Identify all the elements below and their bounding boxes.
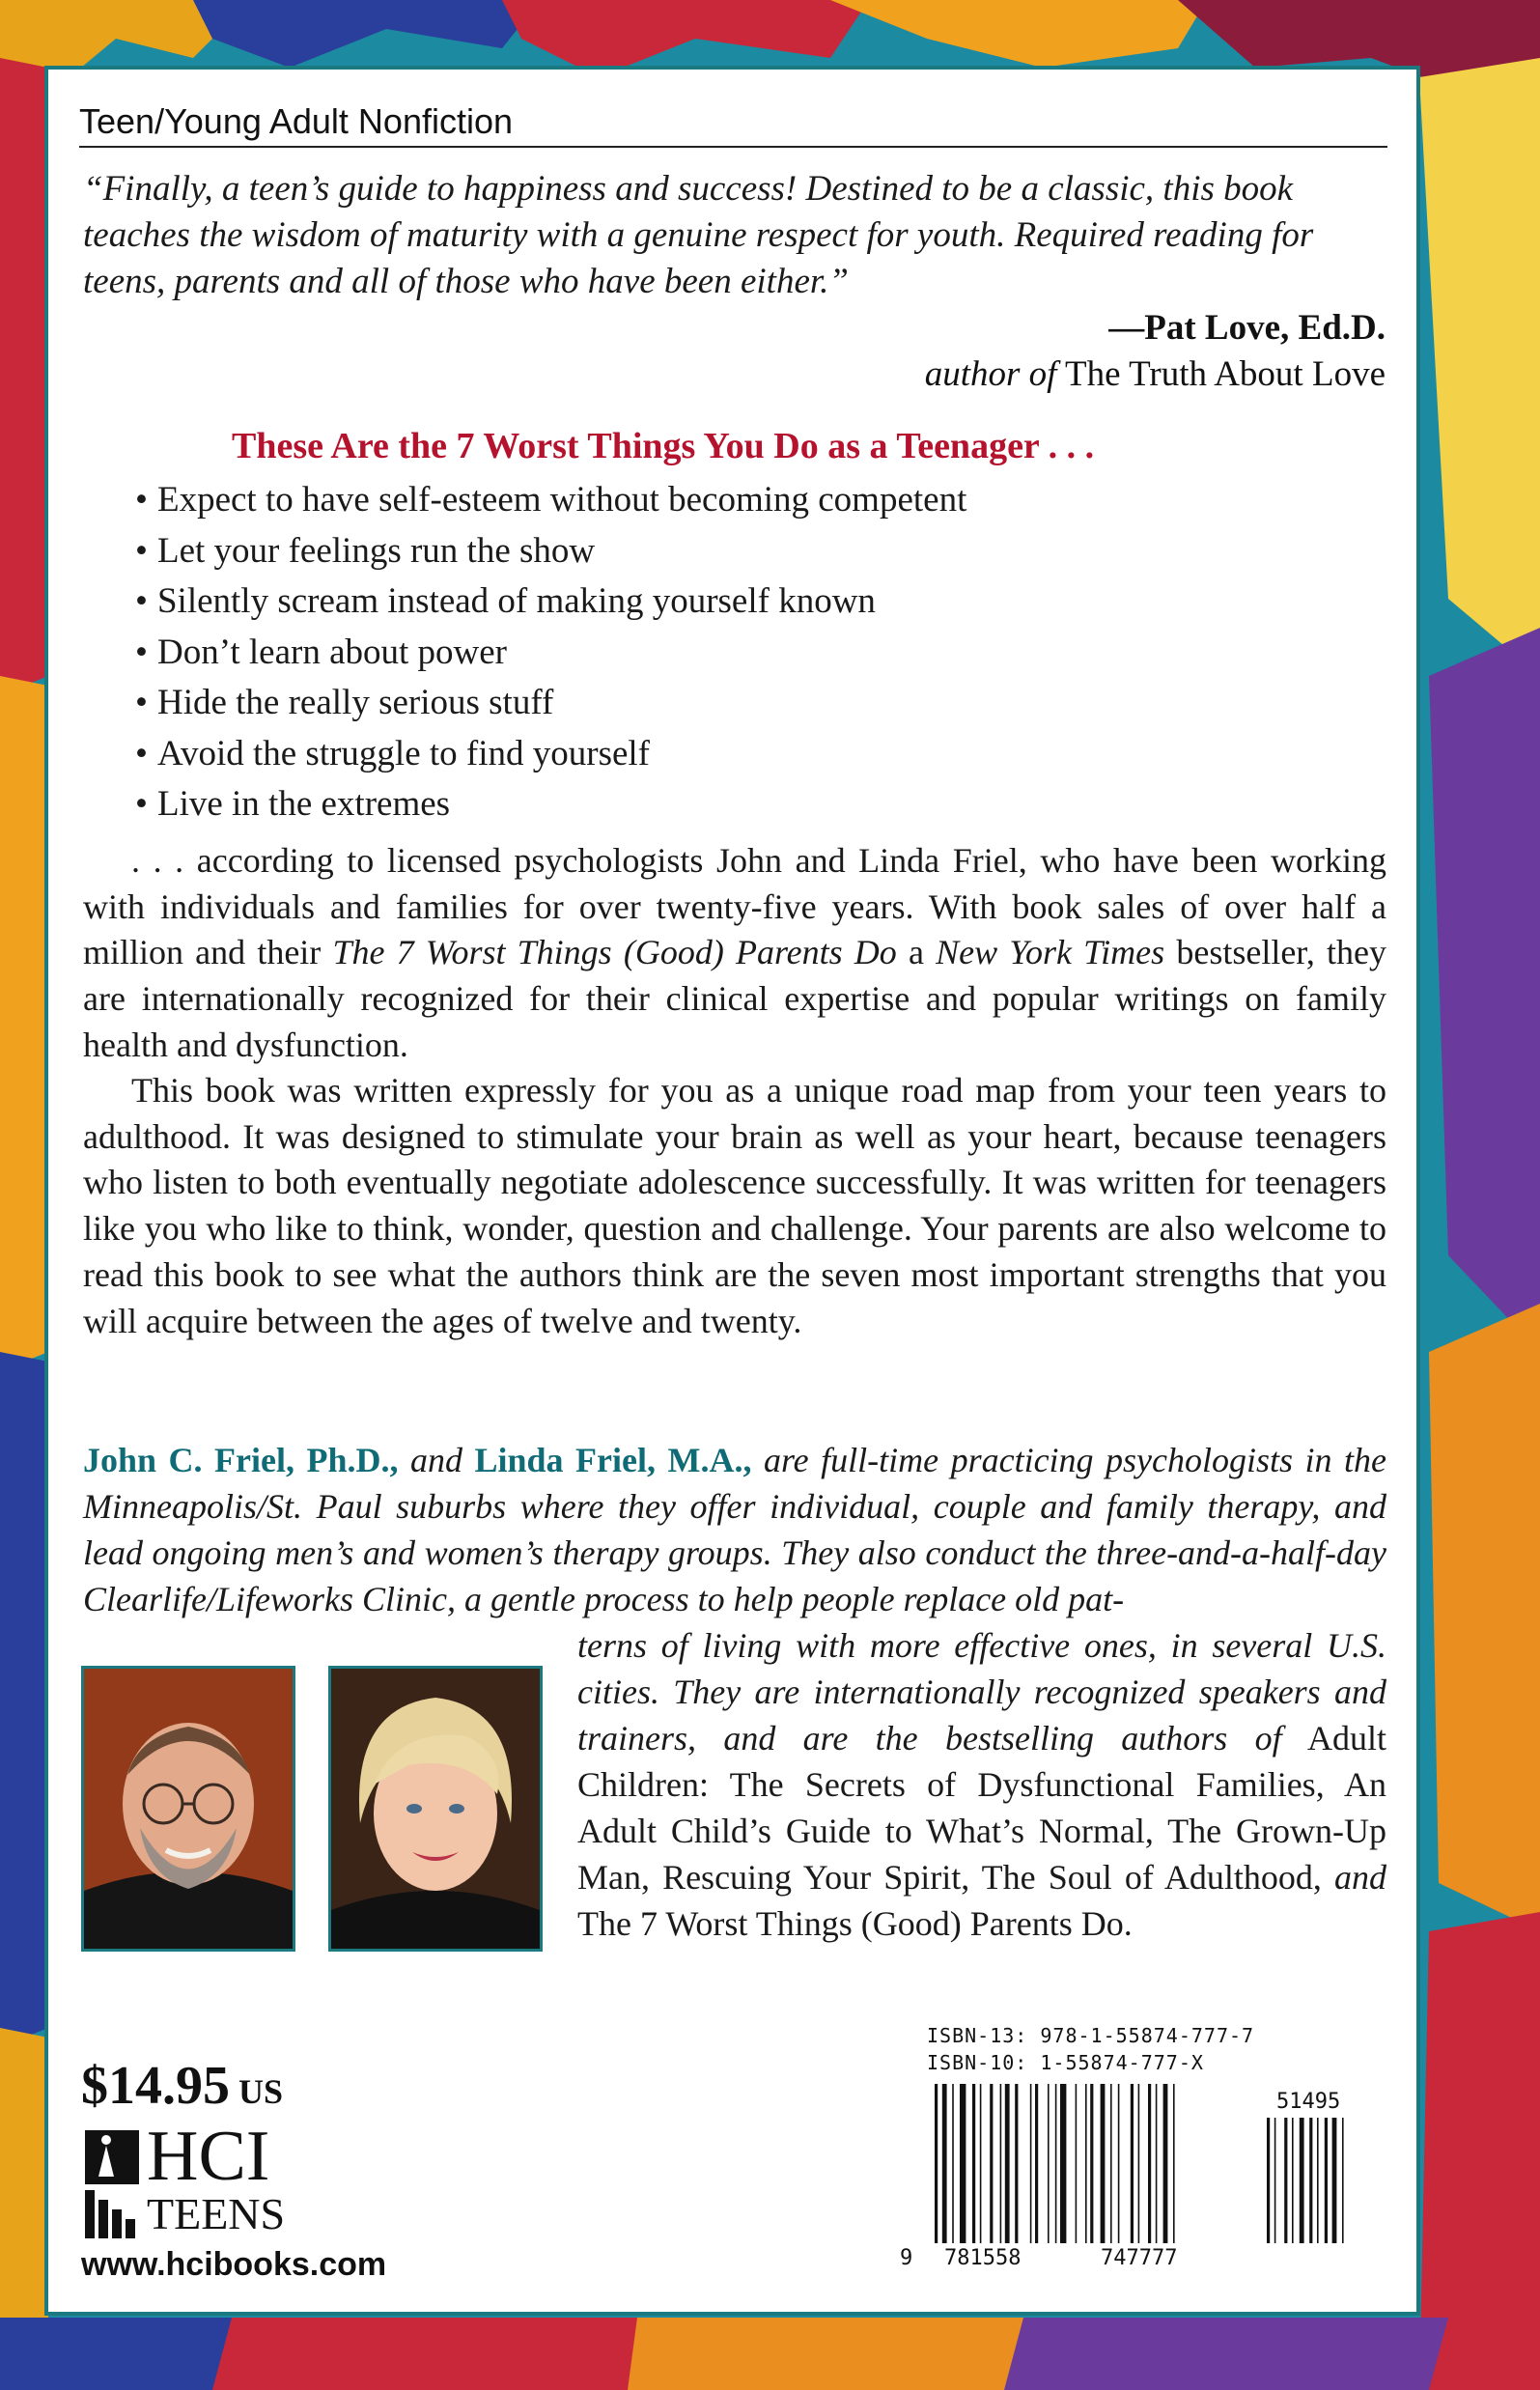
author-name-linda: Linda Friel, M.A., xyxy=(474,1441,752,1479)
endorsement-author: —Pat Love, Ed.D. xyxy=(1108,308,1386,348)
bio-side-text: terns of living with more effective ones, in several U.S. cities. They are internationally recognized speakers and trainers, and are the bestselling authors of xyxy=(577,1626,1386,1757)
publisher-teens: TEENS xyxy=(147,2189,286,2238)
price-value: $14.95 xyxy=(81,2056,230,2116)
price-currency: US xyxy=(230,2072,284,2111)
list-item: • Don’t learn about power xyxy=(135,628,966,679)
endorsement-book-title: The Truth About Love xyxy=(1065,354,1386,394)
isbn-13: ISBN-13: 978-1-55874-777-7 xyxy=(927,2024,1255,2047)
barcode-lead-digit: 9 xyxy=(900,2246,913,2270)
description-paragraph-2: This book was written expressly for you as a unique road map from your teen years to adulthood. It was designed to stimulate your brain as well as your heart, because teenagers who listen to both eventually negotiate adolescence successfully. It was written for teenagers like you who like to think, wonder, question and challenge. Your parents are also welcome to read this book to see what the authors think are the seven most important strengths that you will acquire between the ages of twelve and twenty. xyxy=(83,1071,1386,1340)
author-bio-top xyxy=(83,1437,1386,1622)
list-item: • Avoid the struggle to find yourself xyxy=(135,729,966,780)
p1-book-title: The 7 Worst Things (Good) Parents Do xyxy=(332,933,897,972)
list-item: • Silently scream instead of making yourself known xyxy=(135,576,966,628)
description-paragraph-1 xyxy=(83,838,1386,1069)
bio-last-book: The 7 Worst Things (Good) Parents Do. xyxy=(577,1904,1133,1943)
publisher-website: www.hcibooks.com xyxy=(81,2246,387,2283)
bio-and-last: and xyxy=(1334,1858,1386,1897)
barcode-right-digits: 747777 xyxy=(1101,2246,1178,2270)
linda-friel-photo xyxy=(328,1666,543,1952)
list-item: • Let your feelings run the show xyxy=(135,526,966,577)
p1-text-a: . . . according to licensed psychologists John and Linda Friel, who have been working with individuals and families for over twenty-five years. With book sales of over half a million and their xyxy=(83,841,1386,972)
publisher-hci: HCI xyxy=(147,2117,270,2196)
author-of-label: author of xyxy=(924,354,1057,394)
author-name-john: John C. Friel, Ph.D., xyxy=(83,1441,399,1479)
price-label xyxy=(81,2055,283,2117)
bio-books-list: Adult Children: The Secrets of Dysfunctional Families, An Adult Child’s Guide to What’s Normal, The Grown-Up Man, Rescuing Your Spirit, The Soul of Adulthood, xyxy=(577,1719,1387,1897)
worst-things-list xyxy=(135,475,966,830)
endorsement-quote: “Finally, a teen’s guide to happiness and success! Destined to be a classic, this book teaches the wisdom of maturity with a genuine respect for youth. Required reading for teens, parents and all of those who have been either.” xyxy=(83,169,1314,301)
list-item: • Hide the really serious stuff xyxy=(135,678,966,729)
author-bio-side xyxy=(577,1622,1386,1947)
list-item: • Expect to have self-esteem without becoming competent xyxy=(135,475,966,526)
endorsement-source xyxy=(925,353,1386,395)
barcode-left-digits: 781558 xyxy=(944,2246,1022,2270)
price-code: 51495 xyxy=(1276,2090,1341,2114)
hci-teens-logo-icon xyxy=(81,2126,143,2242)
p1-text-c: bestseller, they are internationally recognized for their clinical expertise and popular writings on family health and dysfunction. xyxy=(83,933,1386,1064)
isbn-10: ISBN-10: 1-55874-777-X xyxy=(927,2051,1204,2074)
p1-newspaper: New York Times xyxy=(936,933,1165,972)
worst-things-heading: These Are the 7 Worst Things You Do as a Teenager . . . xyxy=(232,426,1095,466)
bio-and: and xyxy=(398,1441,475,1479)
category-label: Teen/Young Adult Nonfiction xyxy=(79,101,1387,148)
john-friel-photo xyxy=(81,1666,295,1952)
list-item: • Live in the extremes xyxy=(135,779,966,830)
bio-top-text: are full-time practicing psychologists in the Minneapolis/St. Paul suburbs where they offer individual, couple and family therapy, and lead ongoing men’s and women’s therapy groups. They also conduct the three-and-a-half-day Clearlife/Lifeworks Clinic, a gentle process to help people replace old pat- xyxy=(83,1441,1387,1618)
p1-text-b: a xyxy=(896,933,937,972)
